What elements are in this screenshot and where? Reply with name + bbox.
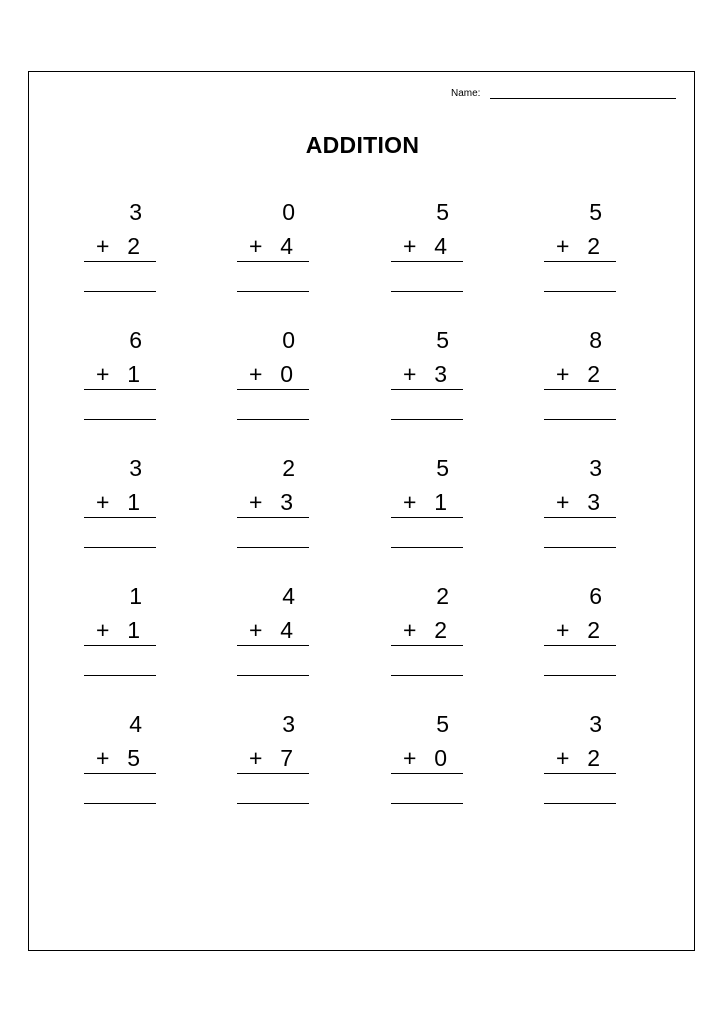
addition-problem bbox=[84, 455, 158, 555]
sum-line bbox=[237, 745, 309, 774]
bottom-addend: 7 bbox=[280, 745, 293, 771]
top-addend: 2 bbox=[436, 583, 449, 609]
addition-problem bbox=[237, 327, 311, 427]
addition-problem bbox=[391, 711, 465, 811]
plus-sign: + bbox=[96, 233, 110, 259]
answer-blank[interactable] bbox=[544, 419, 616, 420]
bottom-addend: 2 bbox=[587, 361, 600, 387]
top-addend: 4 bbox=[282, 583, 295, 609]
sum-line bbox=[237, 361, 309, 390]
sum-line bbox=[84, 233, 156, 262]
sum-line bbox=[544, 617, 616, 646]
sum-line bbox=[391, 233, 463, 262]
sum-line bbox=[391, 617, 463, 646]
name-input-line[interactable] bbox=[490, 88, 676, 99]
addition-problem bbox=[84, 583, 158, 683]
plus-sign: + bbox=[403, 233, 417, 259]
plus-sign: + bbox=[556, 745, 570, 771]
addition-problem bbox=[237, 199, 311, 299]
answer-blank[interactable] bbox=[237, 547, 309, 548]
answer-blank[interactable] bbox=[544, 291, 616, 292]
addition-problem bbox=[84, 711, 158, 811]
addition-problem bbox=[544, 327, 618, 427]
plus-sign: + bbox=[403, 745, 417, 771]
top-addend: 4 bbox=[129, 711, 142, 737]
addition-problem bbox=[391, 327, 465, 427]
bottom-addend: 2 bbox=[434, 617, 447, 643]
bottom-addend: 1 bbox=[127, 617, 140, 643]
bottom-addend: 2 bbox=[127, 233, 140, 259]
plus-sign: + bbox=[249, 233, 263, 259]
top-addend: 5 bbox=[436, 455, 449, 481]
answer-blank[interactable] bbox=[237, 675, 309, 676]
top-addend: 6 bbox=[589, 583, 602, 609]
answer-blank[interactable] bbox=[237, 291, 309, 292]
plus-sign: + bbox=[249, 489, 263, 515]
sum-line bbox=[237, 489, 309, 518]
sum-line bbox=[391, 489, 463, 518]
top-addend: 5 bbox=[436, 199, 449, 225]
top-addend: 3 bbox=[589, 455, 602, 481]
addition-problem bbox=[84, 327, 158, 427]
addition-problem bbox=[237, 711, 311, 811]
top-addend: 1 bbox=[129, 583, 142, 609]
sum-line bbox=[391, 745, 463, 774]
sum-line bbox=[237, 233, 309, 262]
plus-sign: + bbox=[96, 745, 110, 771]
addition-problem bbox=[544, 199, 618, 299]
addition-problem bbox=[237, 455, 311, 555]
bottom-addend: 3 bbox=[280, 489, 293, 515]
bottom-addend: 3 bbox=[434, 361, 447, 387]
top-addend: 3 bbox=[129, 455, 142, 481]
plus-sign: + bbox=[249, 617, 263, 643]
sum-line bbox=[84, 745, 156, 774]
top-addend: 3 bbox=[282, 711, 295, 737]
top-addend: 5 bbox=[589, 199, 602, 225]
answer-blank[interactable] bbox=[544, 803, 616, 804]
addition-problem bbox=[84, 199, 158, 299]
answer-blank[interactable] bbox=[237, 419, 309, 420]
top-addend: 5 bbox=[436, 327, 449, 353]
plus-sign: + bbox=[556, 489, 570, 515]
bottom-addend: 1 bbox=[434, 489, 447, 515]
answer-blank[interactable] bbox=[391, 803, 463, 804]
addition-problem bbox=[544, 711, 618, 811]
bottom-addend: 4 bbox=[280, 617, 293, 643]
answer-blank[interactable] bbox=[544, 675, 616, 676]
addition-problem bbox=[391, 583, 465, 683]
bottom-addend: 2 bbox=[587, 233, 600, 259]
top-addend: 6 bbox=[129, 327, 142, 353]
page-title: ADDITION bbox=[305, 132, 420, 158]
plus-sign: + bbox=[403, 617, 417, 643]
plus-sign: + bbox=[556, 233, 570, 259]
worksheet-page bbox=[28, 71, 695, 951]
bottom-addend: 0 bbox=[280, 361, 293, 387]
top-addend: 8 bbox=[589, 327, 602, 353]
top-addend: 3 bbox=[589, 711, 602, 737]
sum-line bbox=[84, 489, 156, 518]
bottom-addend: 2 bbox=[587, 745, 600, 771]
answer-blank[interactable] bbox=[544, 547, 616, 548]
bottom-addend: 0 bbox=[434, 745, 447, 771]
answer-blank[interactable] bbox=[391, 291, 463, 292]
plus-sign: + bbox=[96, 489, 110, 515]
answer-blank[interactable] bbox=[391, 547, 463, 548]
sum-line bbox=[544, 489, 616, 518]
sum-line bbox=[84, 617, 156, 646]
sum-line bbox=[391, 361, 463, 390]
bottom-addend: 5 bbox=[127, 745, 140, 771]
sum-line bbox=[544, 745, 616, 774]
addition-problem bbox=[391, 455, 465, 555]
sum-line bbox=[84, 361, 156, 390]
top-addend: 3 bbox=[129, 199, 142, 225]
plus-sign: + bbox=[249, 745, 263, 771]
sum-line bbox=[544, 233, 616, 262]
sum-line bbox=[237, 617, 309, 646]
plus-sign: + bbox=[403, 361, 417, 387]
top-addend: 0 bbox=[282, 327, 295, 353]
answer-blank[interactable] bbox=[84, 291, 156, 292]
bottom-addend: 4 bbox=[280, 233, 293, 259]
answer-blank[interactable] bbox=[237, 803, 309, 804]
plus-sign: + bbox=[556, 361, 570, 387]
top-addend: 5 bbox=[436, 711, 449, 737]
bottom-addend: 2 bbox=[587, 617, 600, 643]
bottom-addend: 1 bbox=[127, 489, 140, 515]
answer-blank[interactable] bbox=[391, 675, 463, 676]
plus-sign: + bbox=[403, 489, 417, 515]
bottom-addend: 1 bbox=[127, 361, 140, 387]
plus-sign: + bbox=[96, 361, 110, 387]
top-addend: 0 bbox=[282, 199, 295, 225]
answer-blank[interactable] bbox=[84, 675, 156, 676]
answer-blank[interactable] bbox=[391, 419, 463, 420]
answer-blank[interactable] bbox=[84, 803, 156, 804]
name-field bbox=[451, 88, 676, 99]
addition-problem bbox=[391, 199, 465, 299]
addition-problem bbox=[544, 455, 618, 555]
answer-blank[interactable] bbox=[84, 547, 156, 548]
bottom-addend: 3 bbox=[587, 489, 600, 515]
bottom-addend: 4 bbox=[434, 233, 447, 259]
answer-blank[interactable] bbox=[84, 419, 156, 420]
plus-sign: + bbox=[556, 617, 570, 643]
plus-sign: + bbox=[96, 617, 110, 643]
addition-problem bbox=[237, 583, 311, 683]
addition-problem bbox=[544, 583, 618, 683]
top-addend: 2 bbox=[282, 455, 295, 481]
name-label: Name: bbox=[451, 88, 481, 99]
sum-line bbox=[544, 361, 616, 390]
plus-sign: + bbox=[249, 361, 263, 387]
